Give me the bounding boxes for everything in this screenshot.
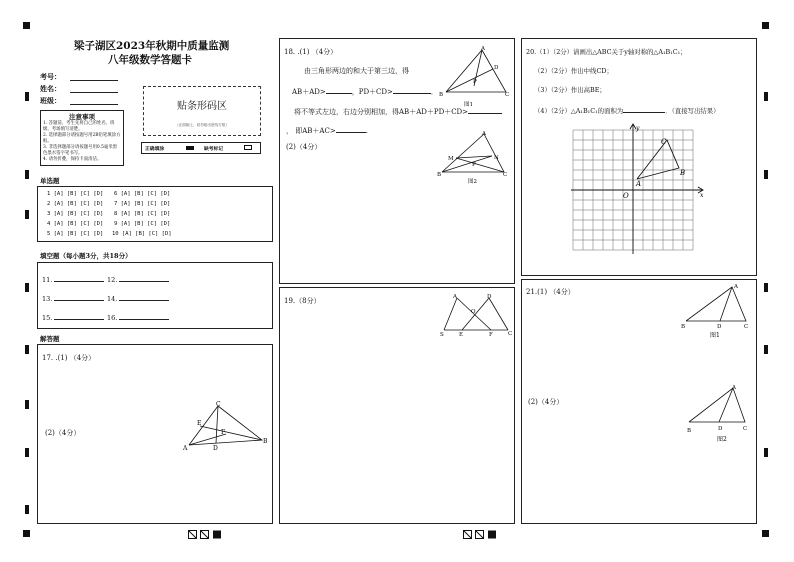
missing-mark-box[interactable] — [244, 145, 252, 150]
page-marker — [188, 530, 228, 540]
q17-label-A: A — [183, 445, 188, 452]
fill-no: 15. — [42, 314, 53, 322]
mc-row[interactable]: 9 [A] [B] [C] [D] — [114, 221, 171, 227]
q21-head: 21.(1) （4分） — [526, 288, 575, 296]
q18-line2a: AB＋AD> — [292, 88, 326, 96]
q21-fig1-label-C: C — [744, 324, 749, 330]
answer-line[interactable] — [393, 86, 431, 94]
q19-figure — [436, 288, 514, 340]
q21-fig1-label-B: B — [681, 324, 686, 330]
q21-fig2-caption: 图2 — [717, 436, 727, 443]
answer-line[interactable] — [119, 274, 169, 282]
mc-row[interactable]: 10 [A] [B] [C] [D] — [112, 231, 172, 237]
corner-mark — [23, 530, 30, 537]
class-input[interactable] — [70, 96, 118, 105]
timing-mark — [25, 92, 29, 101]
mc-row[interactable]: 7 [A] [B] [C] [D] — [114, 201, 171, 207]
correct-fill-label: 正确填涂 — [145, 146, 165, 152]
q19-label-S: S — [440, 332, 444, 338]
q18-line2c: ． — [430, 88, 438, 96]
q18-fig2-label-B: B — [437, 172, 442, 178]
q21-fig1-label-D: D — [717, 324, 722, 330]
mc-row[interactable]: 5 [A] [B] [C] [D] — [47, 231, 104, 237]
q19-label-F: F — [489, 332, 493, 338]
timing-mark — [764, 448, 768, 457]
missing-mark-label: 缺考标记 — [204, 146, 224, 152]
grid-label-C: C — [661, 138, 667, 146]
answer-line[interactable] — [119, 312, 169, 320]
q19-label-D: D — [487, 294, 492, 300]
q17-label-C: C — [216, 401, 221, 408]
q18-line2b: ，PD＋CD> — [351, 88, 393, 96]
q18-part2: (2)（4分） — [286, 143, 322, 151]
corner-mark — [23, 22, 30, 29]
q20-line1: 20.（1）（2分）请画出△ABC关于y轴对称的△A₁B₁C₁； — [526, 48, 687, 56]
notice-item: 2. 选择题部分请按题号用2B铅笔填涂方框。 — [43, 132, 121, 144]
answer-line[interactable] — [54, 312, 104, 320]
q17-part2: (2)（4分） — [45, 429, 81, 437]
filled-box — [186, 146, 194, 150]
q18-figure2 — [436, 130, 512, 186]
q19-label-C: C — [508, 331, 513, 337]
q21-fig1-label-A: A — [734, 284, 738, 290]
q19-label-O: O — [471, 309, 476, 315]
timing-mark — [764, 92, 768, 101]
timing-mark — [25, 210, 29, 219]
q20-line2: （2）（2分）作出中线CD； — [534, 67, 613, 75]
q21-fig1-caption: 图1 — [710, 332, 720, 339]
fill-no: 13. — [42, 295, 53, 303]
exam-no-input[interactable] — [70, 72, 118, 81]
timing-mark — [25, 345, 29, 354]
q18-fig2-label-N: N — [494, 155, 499, 161]
q17-label-E: E — [197, 420, 202, 427]
barcode-label: 贴条形码区 — [177, 101, 227, 112]
grid-label-A: A — [636, 180, 642, 188]
mc-row[interactable]: 2 [A] [B] [C] [D] — [47, 201, 104, 207]
fill-no: 14. — [107, 295, 118, 303]
barcode-area — [143, 86, 261, 136]
q20-line3: （3）（2分）作出高BE； — [534, 86, 606, 94]
answer-line[interactable] — [336, 125, 366, 133]
q18-fig2-caption: 图2 — [468, 179, 477, 185]
answer-line[interactable] — [119, 293, 169, 301]
answer-line[interactable] — [326, 86, 352, 94]
sheet-subtitle: 八年级数学答题卡 — [108, 54, 192, 66]
grid-label-y: y — [636, 125, 640, 132]
q18-line4-text: ， 即AB＋AC> — [286, 127, 336, 135]
name-input[interactable] — [70, 84, 118, 93]
fill-no: 12. — [107, 276, 118, 284]
q17-head: 17. .(1) （4分） — [42, 354, 96, 362]
q18-fig1-label-B: B — [439, 92, 444, 98]
mc-title: 单选题 — [40, 177, 60, 185]
q21-figure1 — [680, 280, 752, 340]
timing-mark — [25, 170, 29, 179]
q19-label-A: A — [453, 294, 457, 300]
q18-fig2-label-C: C — [503, 172, 508, 178]
page-marker — [463, 530, 503, 540]
notice-item: 3. 非选择题部分请按题号用0.5毫米黑色墨水签字笔书写。 — [43, 144, 118, 156]
timing-mark — [764, 283, 768, 292]
q18-fig2-label-M: M — [448, 156, 454, 162]
timing-mark — [764, 170, 768, 179]
q17-label-F: F — [221, 429, 226, 436]
q18-fig1-label-A: A — [481, 46, 485, 52]
sheet-title: 梁子湖区2023年秋期中质量监测 — [74, 40, 230, 52]
q17-label-B: B — [263, 438, 268, 445]
q21-fig2-label-C: C — [743, 426, 748, 432]
answer-line[interactable] — [54, 293, 104, 301]
answer-title: 解答题 — [40, 335, 60, 343]
notice-item: 4. 请勿折叠，保持卡面清洁。 — [43, 156, 102, 162]
timing-mark — [25, 283, 29, 292]
q18-line1: 由三角形两边的和大于第三边，得 — [304, 67, 409, 75]
grid-label-x: x — [700, 192, 704, 199]
q21-fig2-label-B: B — [687, 428, 692, 434]
notice-item: 1. 答题前，考生先将自己的姓名、班级、考场填写清楚。 — [43, 121, 115, 132]
corner-mark — [762, 530, 769, 537]
q18-line4 — [286, 125, 368, 136]
mc-row[interactable]: 1 [A] [B] [C] [D] — [47, 191, 104, 197]
q21-fig2-label-D: D — [718, 426, 723, 432]
mc-row[interactable]: 4 [A] [B] [C] [D] — [47, 221, 104, 227]
timing-mark — [25, 505, 29, 514]
q21-part2: (2)（4分） — [528, 398, 564, 406]
mc-row[interactable]: 3 [A] [B] [C] [D] — [47, 211, 104, 217]
fill-sample — [141, 142, 261, 154]
q18-line4b: . — [365, 127, 368, 135]
q18-fig2-label-P: P — [472, 162, 476, 168]
q17-figure — [180, 398, 272, 453]
class-label: 班级： — [40, 96, 61, 105]
timing-mark — [25, 400, 29, 409]
answer-line[interactable] — [623, 105, 665, 113]
mc-row[interactable]: 6 [A] [B] [C] [D] — [114, 191, 171, 197]
q18-fig2-label-A: A — [482, 131, 486, 137]
timing-mark — [764, 345, 768, 354]
fill-no: 11. — [42, 276, 53, 284]
q21-figure2 — [683, 382, 755, 444]
barcode-note: （正面朝上，切勿贴出虚线方框） — [175, 123, 229, 127]
exam-no-label: 考号： — [40, 72, 61, 81]
corner-mark — [762, 22, 769, 29]
notice-box — [40, 110, 124, 166]
q19-label-E: E — [459, 332, 464, 338]
q18-fig1-label-D: D — [494, 65, 499, 71]
answer-line[interactable] — [54, 274, 104, 282]
q18-head: 18. .(1) （4分） — [284, 48, 338, 56]
q20-line4a: （4）（2分）△A₁B₁C₁的面积为 — [534, 107, 624, 115]
q18-fig1-caption: 图1 — [464, 102, 473, 108]
name-label: 姓名： — [40, 84, 61, 93]
q20-line4b: ．（直接写出结果） — [665, 107, 720, 115]
q18-line2 — [292, 86, 438, 97]
q18-fig1-label-P: P — [473, 79, 477, 85]
fill-no: 16. — [107, 314, 118, 322]
timing-mark — [25, 448, 29, 457]
fill-title: 填空题（每小题3分，共18分） — [40, 252, 132, 260]
grid-label-B: B — [680, 169, 686, 177]
notice-title: 注意事项 — [69, 113, 95, 121]
q20-line4 — [534, 105, 720, 115]
q18-fig1-label-C: C — [505, 92, 510, 98]
q18-figure1 — [436, 44, 512, 108]
q20-coordinate-grid — [565, 122, 710, 257]
mc-row[interactable]: 8 [A] [B] [C] [D] — [114, 211, 171, 217]
q17-label-D: D — [213, 445, 218, 452]
q19-head: 19.（8分） — [284, 297, 321, 305]
q18-line3-text: 将不等式左边，右边分别相加，得AB＋AD＋PD＋CD> — [294, 108, 469, 116]
q21-fig2-label-A: A — [732, 385, 736, 391]
grid-label-O: O — [623, 192, 629, 200]
